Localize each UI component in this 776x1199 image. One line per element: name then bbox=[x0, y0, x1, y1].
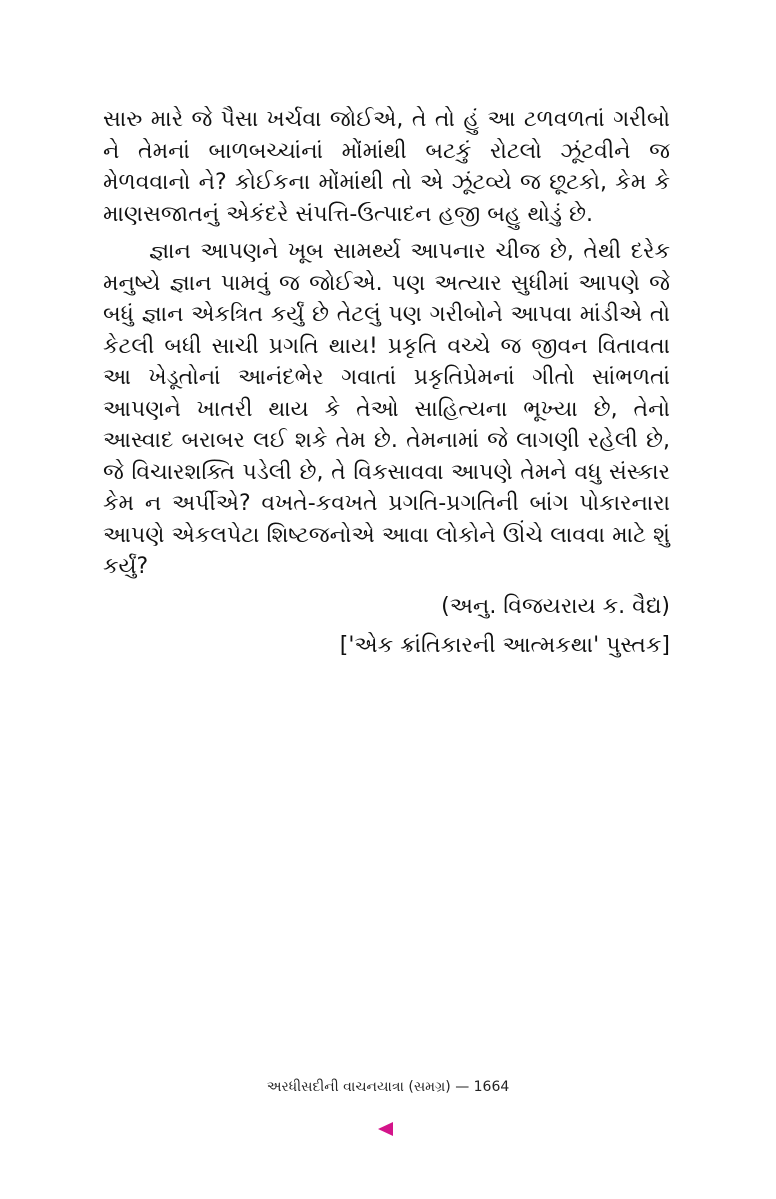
previous-page-arrow-icon[interactable] bbox=[378, 1122, 393, 1136]
paragraph-2: જ્ઞાન આપણને ખૂબ સામર્થ્ય આપનાર ચીજ છે, તેથી દરેક મનુષ્યે જ્ઞાન પામવું જ જોઈએ. પણ અત્યાર સુધીમાં આપણે જે બધું જ્ઞાન એકત્રિત કર્યું છે તેટલું પણ ગરીબોને આપવા માંડીએ તો કેટલી બધી સાચી પ્રગતિ થાય! પ્રકૃતિ વચ્ચે જ જીવન વિતાવતા આ ખેડૂતોનાં આનંદભેર ગવાતાં પ્રકૃતિપ્રેમનાં ગીતો સાંભળતાં આપણને ખાતરી થાય કે તેઓ સાહિત્યના ભૂખ્યા છે, તેનો આસ્વાદ બરાબર લઈ શકે તેમ છે. તેમનામાં જે લાગણી રહેલી છે, જે વિચારશક્તિ પડેલી છે, તે વિકસાવવા આપણે તેમને વધુ સંસ્કાર કેમ ન અર્પીએ? વખતે-કવખતે પ્રગતિ-પ્રગતિની બાંગ પોકારનારા આપણે એકલપેટા શિષ્ટજનોએ આવા લોકોને ઊંચે લાવવા માટે શું કર્યું? bbox=[103, 239, 670, 579]
paragraph-1: સારુ મારે જે પૈસા ખર્ચવા જોઈએ, તે તો હું આ ટળવળતાં ગરીબો ને તેમનાં બાળબચ્ચાંનાં મોંમાંથી બટકું રોટલો ઝૂંટવીને જ મેળવવાનો ને? કોઈકના મોંમાંથી તો એ ઝૂંટવ્યે જ છૂટકો, કેમ કે માણસજાતનું એકંદરે સંપત્તિ-ઉત્પાદન હજી બહુ થોડું છે. bbox=[103, 107, 670, 227]
page-number: 1664 bbox=[473, 1079, 510, 1095]
page-footer bbox=[0, 1079, 776, 1095]
page-content bbox=[103, 104, 670, 661]
footer-separator: — bbox=[455, 1079, 470, 1095]
source-credit: ['એક ક્રાંતિકારની આત્મકથા' પુસ્તક] bbox=[339, 632, 670, 658]
translator-credit: (અનુ. વિજયરાય ક. વૈદ્ય) bbox=[441, 593, 670, 619]
book-title: અરધીસદીની વાચનયાત્રા (સમગ્ર) bbox=[266, 1079, 451, 1095]
